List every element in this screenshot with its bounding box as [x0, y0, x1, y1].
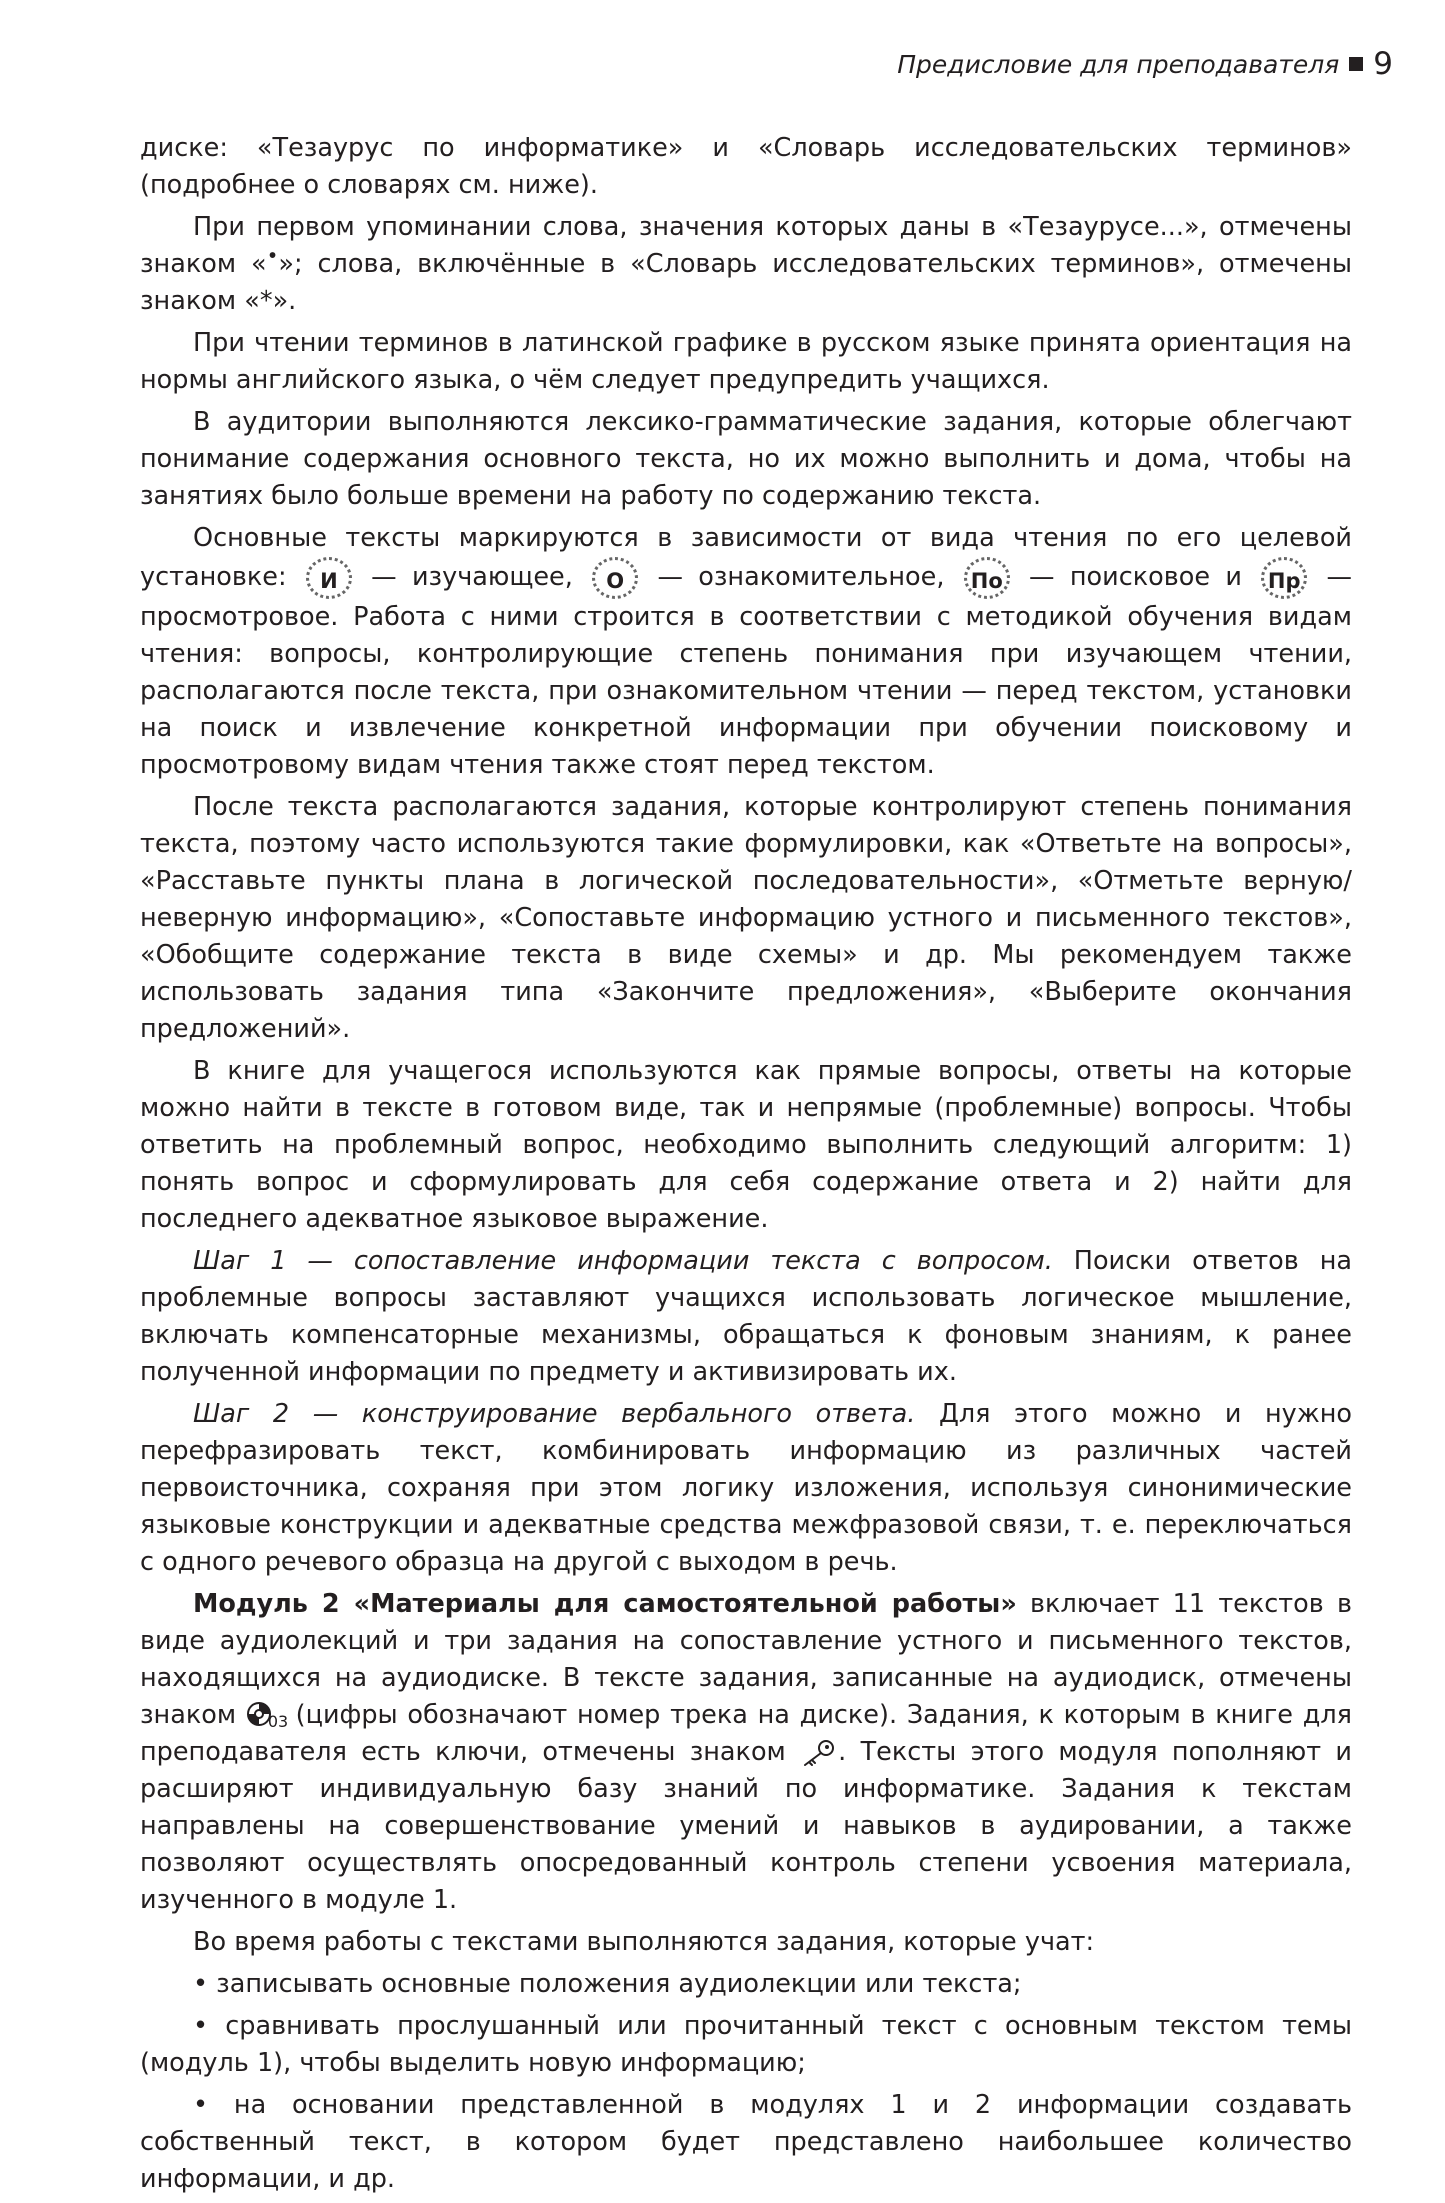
- header-square-marker: [1349, 57, 1363, 71]
- paragraph-2: [140, 209, 1352, 320]
- paragraph-module-2: [140, 1586, 1352, 1919]
- paragraph-5-text-e: — просмотровое. Работа с ними строится в соответствии с методикой обучения видам чтения: вопросы, контролирующие степень понимания при изучающем чтении, располагаются после текста, при ознакомительном чтении — перед текстом, установки на поиск и извлечение конкретной информации при обучении поисковому и просмотровому видам чтения также стоят перед текстом.: [140, 562, 1353, 780]
- step-1-heading: Шаг 1 — сопоставление информации текста с вопросом.: [193, 1246, 1053, 1276]
- paragraph-5-text-c: — ознакомительное,: [642, 562, 945, 592]
- paragraph-1: диске: «Тезаурус по информатике» и «Словарь исследовательских терминов» (подробнее о словарях см. ниже).: [140, 133, 1352, 200]
- key-icon: [800, 1738, 838, 1768]
- audio-disc-icon: [246, 1701, 289, 1731]
- terms-mark: *: [259, 286, 273, 316]
- audio-track-number: 03: [267, 1712, 289, 1731]
- intensive-reading-badge: И: [306, 557, 352, 599]
- thesaurus-mark: •: [266, 243, 279, 268]
- running-title: Предисловие для преподавателя: [897, 49, 1340, 79]
- paragraph-4: В аудитории выполняются лексико-грамматические задания, которые облегчают понимание содержания основного текста, но их можно выполнить и дома, чтобы на занятиях было больше времени на работу по содержанию текста.: [140, 407, 1352, 511]
- paragraph-step-1: [140, 1243, 1352, 1391]
- module-2-text-b: (цифры обозначают номер трека на диске). Задания, к которым в книге для преподавателя есть ключи, отмечены знаком: [140, 1700, 1352, 1767]
- paragraph-2-text-b: »; слова, включённые в «Словарь исследовательских терминов», отмечены знаком «: [140, 249, 1352, 316]
- paragraph-5: [140, 520, 1352, 784]
- bullet-item-3: • на основании представленной в модулях 1 и 2 информации создавать собственный текст, в котором будет представлено наибольшее количество информации, и др.: [140, 2090, 1352, 2194]
- step-2-text: Для этого можно и нужно перефразировать текст, комбинировать информацию из различных частей первоисточника, сохраняя при этом логику изложения, используя синонимические языковые конструкции и адекватные средства межфразовой связи, т. е. переключаться с одного речевого образца на другой с выходом в речь.: [140, 1399, 1352, 1577]
- paragraph-2-text-c: ».: [272, 286, 297, 316]
- paragraph-5-text-a: Основные тексты маркируются в зависимости от вида чтения по его целевой установке:: [140, 523, 1352, 592]
- step-2-heading: Шаг 2 — конструирование вербального ответа.: [193, 1399, 916, 1429]
- paragraph-5-text-d: — поисковое и: [1013, 562, 1242, 592]
- paragraph-3: При чтении терминов в латинской графике в русском языке принята ориентация на нормы английского языка, о чём следует предупредить учащихся.: [140, 328, 1352, 395]
- page-header: [897, 44, 1393, 84]
- paragraph-5-text-b: — изучающее,: [355, 562, 573, 592]
- paragraph-tasks-intro: Во время работы с текстами выполняются задания, которые учат:: [193, 1927, 1095, 1957]
- module-2-text-c: . Тексты этого модуля пополняют и расширяют индивидуальную базу знаний по информатике. Задания к текстам направлены на совершенствование умений и навыков в аудировании, а также позволяют осуществлять опосредованный контроль степени усвоения материала, изученного в модуле 1.: [140, 1737, 1352, 1915]
- paragraph-step-2: [140, 1396, 1352, 1581]
- bullet-item-1: • записывать основные положения аудиолекции или текста;: [193, 1969, 1022, 1999]
- module-2-title: Модуль 2 «Материалы для самостоятельной работы»: [193, 1589, 1017, 1619]
- search-reading-badge: По: [964, 557, 1010, 599]
- scanning-reading-badge: Пр: [1261, 557, 1307, 599]
- paragraph-7: В книге для учащегося используются как прямые вопросы, ответы на которые можно найти в тексте в готовом виде, так и непрямые (проблемные) вопросы. Чтобы ответить на проблемный вопрос, необходимо выполнить следующий алгоритм: 1) понять вопрос и сформулировать для себя содержание ответа и 2) найти для последнего адекватное языковое выражение.: [140, 1056, 1352, 1234]
- bullet-item-2: • сравнивать прослушанный или прочитанный текст с основным текстом темы (модуль 1), чтобы выделить новую информацию;: [140, 2011, 1352, 2078]
- paragraph-2-text-a: При первом упоминании слова, значения которых даны в «Тезаурусе...», отмечены знаком «: [140, 212, 1352, 279]
- page-body: [140, 130, 1352, 2203]
- skimming-reading-badge: О: [592, 557, 638, 599]
- page-number: 9: [1373, 46, 1393, 82]
- module-2-text-a: включает 11 текстов в виде аудиолекций и три задания на сопоставление устного и письменного текстов, находящихся на аудиодиске. В тексте задания, записанные на аудиодиск, отмечены знаком: [140, 1589, 1352, 1730]
- paragraph-6: После текста располагаются задания, которые контролируют степень понимания текста, поэтому часто используются такие формулировки, как «Ответьте на вопросы», «Расставьте пункты плана в логической последовательности», «Отметьте верную/неверную информацию», «Сопоставьте информацию устного и письменного текстов», «Обобщите содержание текста в виде схемы» и др. Мы рекомендуем также использовать задания типа «Закончите предложения», «Выберите окончания предложений».: [140, 792, 1352, 1044]
- step-1-text: Поиски ответов на проблемные вопросы заставляют учащихся использовать логическое мышление, включать компенсаторные механизмы, обращаться к фоновым знаниям, к ранее полученной информации по предмету и активизировать их.: [140, 1246, 1352, 1387]
